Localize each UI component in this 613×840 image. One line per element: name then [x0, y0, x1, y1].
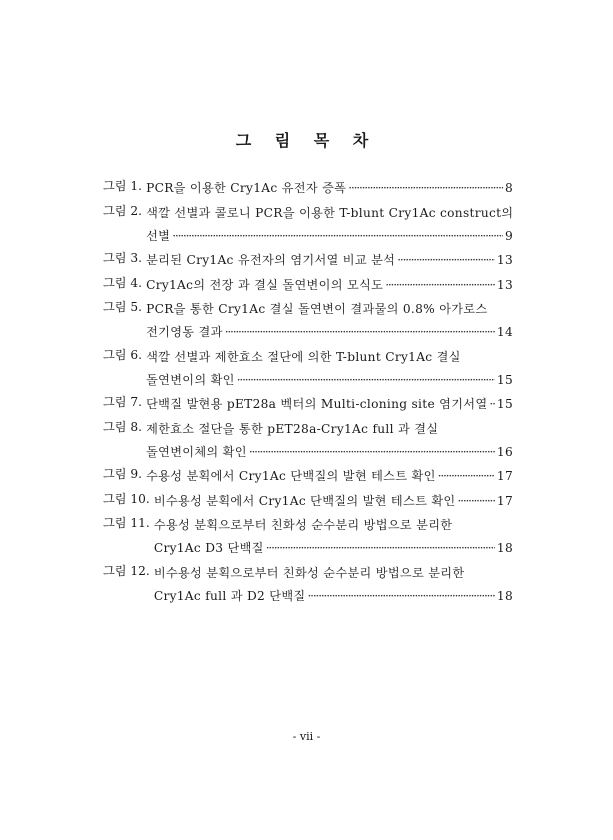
- figure-label: 그림 7.: [103, 395, 143, 409]
- figure-title-line: 선별: [146, 228, 171, 243]
- toc-entry[interactable]: [103, 346, 513, 392]
- figure-title-line: 전기영동 결과: [146, 325, 223, 339]
- figure-title-line: 돌연변이의 확인: [146, 372, 235, 387]
- figure-title-line: 비수용성 분획으로부터 친화성 순수분리 방법으로 분리한: [153, 565, 465, 580]
- figure-title-line: 돌연변이체의 확인: [146, 444, 247, 459]
- figure-label: 그림 11.: [103, 516, 150, 530]
- dot-leader: [457, 490, 494, 513]
- figure-title-line: 색깔 선별과 제한효소 절단에 의한 T-blunt Cry1Ac 결실: [146, 349, 461, 364]
- page-ref: 14: [496, 325, 513, 339]
- toc-entry[interactable]: [103, 249, 513, 272]
- dot-leader: [308, 585, 495, 608]
- figure-title-line: 색깔 선별과 콜로니 PCR을 이용한 T-blunt Cry1Ac construct의: [146, 205, 514, 220]
- dot-leader: [249, 441, 495, 464]
- figure-title-line: Cry1Ac D3 단백질: [153, 541, 264, 555]
- toc-entry[interactable]: [103, 514, 513, 560]
- figure-label: 그림 6.: [103, 347, 143, 362]
- figure-title-line: PCR을 이용한 Cry1Ac 유전자 증폭: [146, 181, 347, 195]
- figure-title-line: 분리된 Cry1Ac 유전자의 염기서열 비교 분석: [146, 253, 396, 267]
- dot-leader: [348, 177, 503, 200]
- page-ref: 9: [504, 228, 513, 243]
- figure-title-line: Cry1Ac full 과 D2 단백질: [153, 588, 306, 603]
- dot-leader: [438, 465, 495, 488]
- page-ref: 13: [496, 253, 513, 267]
- figure-list: [103, 177, 513, 609]
- toc-entry[interactable]: [103, 274, 513, 297]
- toc-entry[interactable]: [103, 298, 513, 344]
- page-ref: 17: [496, 469, 513, 483]
- figure-title-line: Cry1Ac의 전장 과 결실 돌연변이의 모식도: [146, 277, 384, 292]
- figure-title-line: 제한효소 절단을 통한 pET28a-Cry1Ac full 과 결실: [146, 421, 439, 436]
- toc-entry[interactable]: [103, 418, 513, 464]
- page-ref: 16: [496, 444, 513, 459]
- figure-label: 그림 4.: [103, 275, 143, 290]
- page-ref: 15: [496, 397, 513, 411]
- dot-leader: [172, 225, 503, 248]
- dot-leader: [266, 537, 495, 560]
- figure-label: 그림 3.: [103, 251, 143, 265]
- dot-leader: [397, 249, 495, 272]
- toc-entry[interactable]: [103, 177, 513, 200]
- figure-label: 그림 1.: [103, 179, 143, 193]
- toc-entry[interactable]: [103, 393, 513, 416]
- figure-title-line: 수용성 분획에서 Cry1Ac 단백질의 발현 테스트 확인: [146, 469, 436, 483]
- figure-label: 그림 5.: [103, 300, 143, 314]
- figure-title-line: 단백질 발현용 pET28a 벡터의 Multi-cloning site 염기서열: [146, 397, 488, 411]
- toc-entry[interactable]: [103, 465, 513, 488]
- page-ref: 18: [496, 541, 513, 555]
- page-ref: 15: [496, 372, 513, 387]
- dot-leader: [225, 321, 495, 344]
- figure-title-line: PCR을 통한 Cry1Ac 결실 돌연변이 결과물의 0.8% 아가로스: [146, 302, 488, 316]
- page-ref: 13: [496, 277, 513, 292]
- figure-title-line: 수용성 분획으로부터 친화성 순수분리 방법으로 분리한: [153, 518, 453, 532]
- figure-title-line: 비수용성 분획에서 Cry1Ac 단백질의 발현 테스트 확인: [153, 493, 456, 508]
- dot-leader: [489, 393, 494, 416]
- page-number: - vii -: [292, 730, 321, 743]
- figure-label: 그림 10.: [103, 491, 150, 506]
- figure-label: 그림 2.: [103, 203, 143, 218]
- figure-label: 그림 8.: [103, 419, 143, 434]
- toc-entry[interactable]: [103, 202, 513, 248]
- dot-leader: [385, 274, 495, 297]
- figure-label: 그림 9.: [103, 467, 143, 481]
- page-ref: 17: [496, 493, 513, 508]
- dot-leader: [237, 369, 495, 392]
- page-ref: 8: [504, 181, 513, 195]
- toc-entry[interactable]: [103, 490, 513, 513]
- figure-label: 그림 12.: [103, 563, 150, 578]
- toc-entry[interactable]: [103, 562, 513, 608]
- page-title: 그 림 목 차: [235, 131, 378, 150]
- page-ref: 18: [496, 588, 513, 603]
